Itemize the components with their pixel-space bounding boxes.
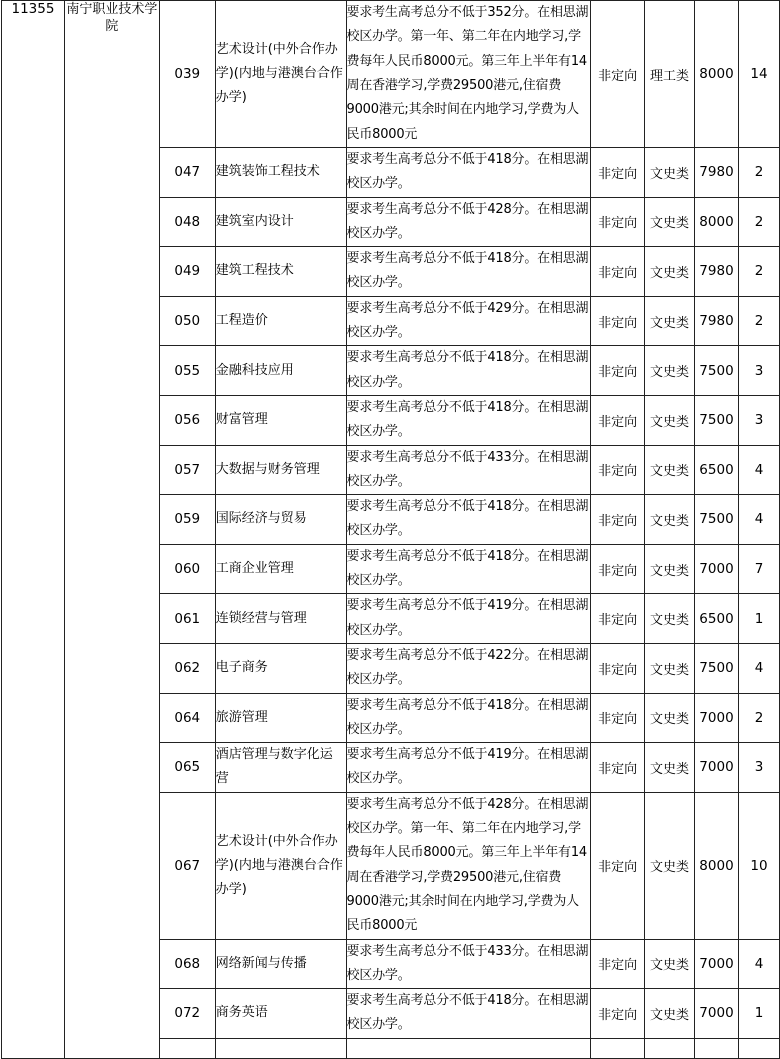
tuition-fee: 6500 — [695, 445, 739, 495]
subject-category: 文史类 — [645, 445, 695, 495]
tuition-fee: 7500 — [695, 643, 739, 693]
enrollment-quota: 14 — [738, 1, 779, 148]
subject-category: 文史类 — [645, 792, 695, 939]
program-code: 068 — [159, 939, 215, 989]
enrollment-quota: 10 — [738, 792, 779, 939]
enrollment-quota: 3 — [738, 743, 779, 793]
program-code: 050 — [159, 296, 215, 346]
enrollment-direction: 非定向 — [591, 445, 645, 495]
program-code: 047 — [159, 148, 215, 198]
major-name: 工程造价 — [215, 296, 346, 346]
tuition-fee: 8000 — [695, 1, 739, 148]
tuition-fee: 6500 — [695, 594, 739, 644]
enrollment-direction: 非定向 — [591, 148, 645, 198]
program-code: 049 — [159, 247, 215, 297]
enrollment-quota: 4 — [738, 939, 779, 989]
subject-category: 文史类 — [645, 939, 695, 989]
tuition-fee: 8000 — [695, 792, 739, 939]
admission-requirement: 要求考生高考总分不低于418分。在相思湖校区办学。 — [346, 148, 591, 198]
empty-cell — [159, 1038, 215, 1058]
major-name: 酒店管理与数字化运营 — [215, 743, 346, 793]
program-code: 060 — [159, 544, 215, 594]
empty-cell — [591, 1038, 645, 1058]
table-body — [2, 1, 780, 1059]
enrollment-quota: 2 — [738, 296, 779, 346]
enrollment-quota: 2 — [738, 693, 779, 743]
subject-category: 文史类 — [645, 743, 695, 793]
program-code: 059 — [159, 495, 215, 545]
enrollment-quota: 3 — [738, 395, 779, 445]
program-code: 061 — [159, 594, 215, 644]
admission-requirement: 要求考生高考总分不低于428分。在相思湖校区办学。第一年、第二年在内地学习,学费每年人民币8000元。第三年上半年有14周在香港学习,学费29500港元,住宿费9000港元;其余时间在内地学习,学费为人民币8000元 — [346, 792, 591, 939]
tuition-fee: 8000 — [695, 197, 739, 247]
subject-category: 文史类 — [645, 148, 695, 198]
program-code: 055 — [159, 346, 215, 396]
admission-requirement: 要求考生高考总分不低于418分。在相思湖校区办学。 — [346, 989, 591, 1039]
major-name: 大数据与财务管理 — [215, 445, 346, 495]
admission-requirement: 要求考生高考总分不低于418分。在相思湖校区办学。 — [346, 544, 591, 594]
major-name: 建筑工程技术 — [215, 247, 346, 297]
subject-category: 文史类 — [645, 495, 695, 545]
empty-cell — [738, 1038, 779, 1058]
major-name: 电子商务 — [215, 643, 346, 693]
empty-cell — [215, 1038, 346, 1058]
enrollment-direction: 非定向 — [591, 296, 645, 346]
empty-cell — [346, 1038, 591, 1058]
enrollment-direction: 非定向 — [591, 989, 645, 1039]
major-name: 财富管理 — [215, 395, 346, 445]
subject-category: 文史类 — [645, 594, 695, 644]
enrollment-direction: 非定向 — [591, 346, 645, 396]
enrollment-direction: 非定向 — [591, 792, 645, 939]
program-code: 067 — [159, 792, 215, 939]
program-code: 057 — [159, 445, 215, 495]
major-name: 商务英语 — [215, 989, 346, 1039]
enrollment-quota: 4 — [738, 643, 779, 693]
enrollment-direction: 非定向 — [591, 495, 645, 545]
major-name: 建筑室内设计 — [215, 197, 346, 247]
enrollment-direction: 非定向 — [591, 594, 645, 644]
enrollment-direction: 非定向 — [591, 544, 645, 594]
subject-category: 文史类 — [645, 197, 695, 247]
program-code: 065 — [159, 743, 215, 793]
enrollment-direction: 非定向 — [591, 643, 645, 693]
admission-requirement: 要求考生高考总分不低于352分。在相思湖校区办学。第一年、第二年在内地学习,学费每年人民币8000元。第三年上半年有14周在香港学习,学费29500港元,住宿费9000港元;其余时间在内地学习,学费为人民币8000元 — [346, 1, 591, 148]
table-row — [2, 1, 780, 148]
subject-category: 理工类 — [645, 1, 695, 148]
subject-category: 文史类 — [645, 247, 695, 297]
tuition-fee: 7980 — [695, 247, 739, 297]
tuition-fee: 7980 — [695, 296, 739, 346]
major-name: 旅游管理 — [215, 693, 346, 743]
enrollment-direction: 非定向 — [591, 939, 645, 989]
program-code: 062 — [159, 643, 215, 693]
admission-requirement: 要求考生高考总分不低于429分。在相思湖校区办学。 — [346, 296, 591, 346]
admission-requirement: 要求考生高考总分不低于422分。在相思湖校区办学。 — [346, 643, 591, 693]
tuition-fee: 7000 — [695, 939, 739, 989]
enrollment-direction: 非定向 — [591, 395, 645, 445]
admission-requirement: 要求考生高考总分不低于433分。在相思湖校区办学。 — [346, 445, 591, 495]
subject-category: 文史类 — [645, 544, 695, 594]
program-code: 056 — [159, 395, 215, 445]
subject-category: 文史类 — [645, 693, 695, 743]
program-code: 048 — [159, 197, 215, 247]
subject-category: 文史类 — [645, 395, 695, 445]
enrollment-direction: 非定向 — [591, 693, 645, 743]
institution-code: 11355 — [2, 1, 65, 1059]
admission-requirement: 要求考生高考总分不低于418分。在相思湖校区办学。 — [346, 495, 591, 545]
admission-requirement: 要求考生高考总分不低于419分。在相思湖校区办学。 — [346, 743, 591, 793]
enrollment-quota: 1 — [738, 989, 779, 1039]
major-name: 工商企业管理 — [215, 544, 346, 594]
major-name: 网络新闻与传播 — [215, 939, 346, 989]
enrollment-quota: 4 — [738, 495, 779, 545]
enrollment-quota: 2 — [738, 197, 779, 247]
tuition-fee: 7000 — [695, 693, 739, 743]
subject-category: 文史类 — [645, 296, 695, 346]
program-code: 072 — [159, 989, 215, 1039]
admission-requirement: 要求考生高考总分不低于418分。在相思湖校区办学。 — [346, 247, 591, 297]
enrollment-quota: 1 — [738, 594, 779, 644]
enrollment-quota: 3 — [738, 346, 779, 396]
enrollment-quota: 2 — [738, 148, 779, 198]
enrollment-quota: 4 — [738, 445, 779, 495]
enrollment-quota: 7 — [738, 544, 779, 594]
major-name: 连锁经营与管理 — [215, 594, 346, 644]
tuition-fee: 7500 — [695, 395, 739, 445]
enrollment-quota: 2 — [738, 247, 779, 297]
program-code: 064 — [159, 693, 215, 743]
tuition-fee: 7000 — [695, 743, 739, 793]
enrollment-direction: 非定向 — [591, 1, 645, 148]
empty-cell — [645, 1038, 695, 1058]
major-name: 国际经济与贸易 — [215, 495, 346, 545]
tuition-fee: 7500 — [695, 495, 739, 545]
subject-category: 文史类 — [645, 643, 695, 693]
admission-requirement: 要求考生高考总分不低于428分。在相思湖校区办学。 — [346, 197, 591, 247]
tuition-fee: 7500 — [695, 346, 739, 396]
program-code: 039 — [159, 1, 215, 148]
admission-requirement: 要求考生高考总分不低于433分。在相思湖校区办学。 — [346, 939, 591, 989]
major-name: 金融科技应用 — [215, 346, 346, 396]
tuition-fee: 7000 — [695, 989, 739, 1039]
tuition-fee: 7000 — [695, 544, 739, 594]
subject-category: 文史类 — [645, 346, 695, 396]
enrollment-table — [1, 0, 780, 1059]
major-name: 建筑装饰工程技术 — [215, 148, 346, 198]
empty-cell — [695, 1038, 739, 1058]
tuition-fee: 7980 — [695, 148, 739, 198]
admission-requirement: 要求考生高考总分不低于418分。在相思湖校区办学。 — [346, 395, 591, 445]
enrollment-direction: 非定向 — [591, 247, 645, 297]
admission-requirement: 要求考生高考总分不低于418分。在相思湖校区办学。 — [346, 693, 591, 743]
major-name: 艺术设计(中外合作办学)(内地与港澳台合作办学) — [215, 792, 346, 939]
major-name: 艺术设计(中外合作办学)(内地与港澳台合作办学) — [215, 1, 346, 148]
enrollment-direction: 非定向 — [591, 197, 645, 247]
admission-requirement: 要求考生高考总分不低于419分。在相思湖校区办学。 — [346, 594, 591, 644]
admission-requirement: 要求考生高考总分不低于418分。在相思湖校区办学。 — [346, 346, 591, 396]
subject-category: 文史类 — [645, 989, 695, 1039]
institution-name: 南宁职业技术学院 — [64, 1, 159, 1059]
enrollment-direction: 非定向 — [591, 743, 645, 793]
